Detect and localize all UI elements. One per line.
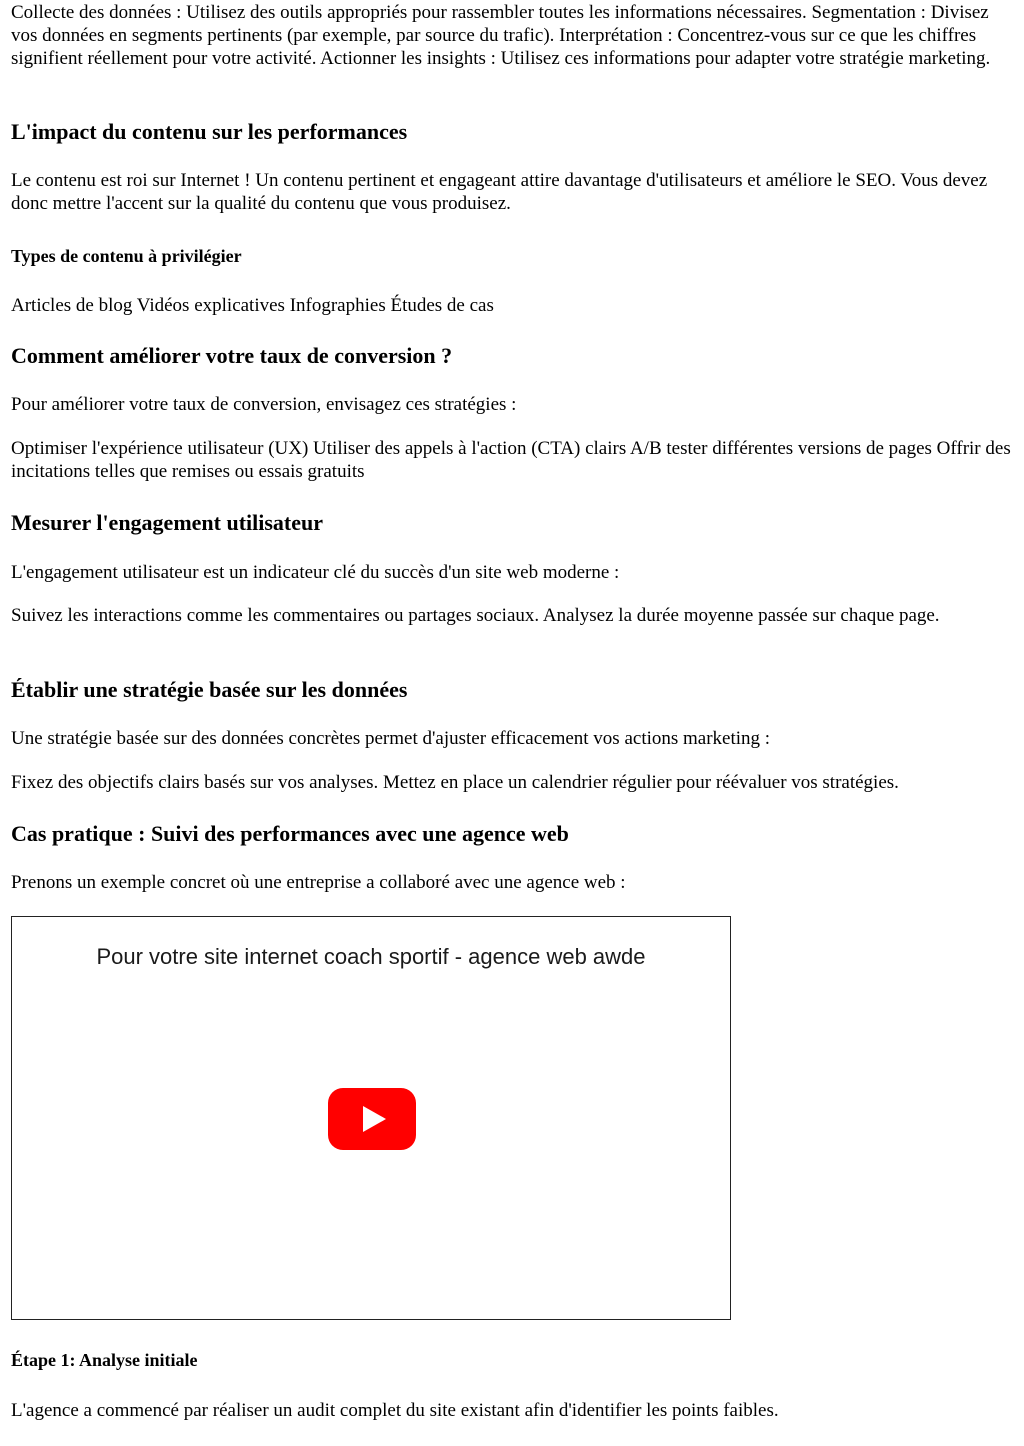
heading-content-impact: L'impact du contenu sur les performances <box>11 119 408 144</box>
paragraph-engagement: L'engagement utilisateur est un indicateur clé du succès d'un site web moderne : <box>11 562 620 583</box>
paragraph-conversion: Pour améliorer votre taux de conversion, envisagez ces stratégies : <box>11 394 517 415</box>
heading-engagement: Mesurer l'engagement utilisateur <box>11 510 324 535</box>
video-title[interactable]: Pour votre site internet coach sportif - agence web awde <box>96 944 646 969</box>
paragraph-case-study: Prenons un exemple concret où une entreprise a collaboré avec une agence web : <box>11 872 626 893</box>
play-icon[interactable] <box>328 1088 416 1150</box>
subheading-content-types: Types de contenu à privilégier <box>11 246 242 266</box>
heading-case-study: Cas pratique : Suivi des performances avec une agence web <box>11 821 569 846</box>
paragraph-step1: L'agence a commencé par réaliser un audit complet du site existant afin d'identifier les points faibles. <box>11 1400 779 1421</box>
conversion-strategies-list: Optimiser l'expérience utilisateur (UX) Utiliser des appels à l'action (CTA) clairs A/B tester différentes versions de pages Offrir des incitations telles que remises ou essais gratuits <box>11 438 1011 482</box>
paragraph-data-strategy: Une stratégie basée sur des données concrètes permet d'ajuster efficacement vos actions marketing : <box>11 728 771 749</box>
heading-data-strategy: Établir une stratégie basée sur les données <box>11 677 408 702</box>
video-embed[interactable] <box>11 916 731 1320</box>
paragraph-content-impact: Le contenu est roi sur Internet ! Un contenu pertinent et engageant attire davantage d'utilisateurs et améliore le SEO. Vous devez donc mettre l'accent sur la qualité du contenu que vous produisez. <box>11 170 988 214</box>
intro-paragraph: Collecte des données : Utilisez des outils appropriés pour rassembler toutes les informations nécessaires. Segmentation : Divisez vos données en segments pertinents (par exemple, par source du trafic). Interprétation : Concentrez-vous sur ce que les chiffres signifient réellement pour votre activité. Actionner les insights : Utilisez ces informations pour adapter votre stratégie marketing. <box>11 2 991 69</box>
play-button[interactable] <box>328 1088 416 1150</box>
data-strategy-list: Fixez des objectifs clairs basés sur vos analyses. Mettez en place un calendrier régulier pour réévaluer vos stratégies. <box>11 772 899 793</box>
heading-conversion: Comment améliorer votre taux de conversion ? <box>11 343 453 368</box>
heading-step1: Étape 1: Analyse initiale <box>11 1350 198 1370</box>
content-types-list: Articles de blog Vidéos explicatives Infographies Études de cas <box>11 295 494 316</box>
engagement-list: Suivez les interactions comme les commentaires ou partages sociaux. Analysez la durée moyenne passée sur chaque page. <box>11 605 940 626</box>
